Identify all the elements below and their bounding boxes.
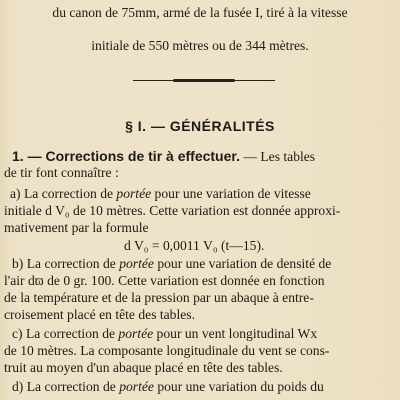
section-title: § I. — GÉNÉRALITÉS: [125, 118, 275, 134]
item-b-line3: de la température et de la pression par un abaque à entre-: [4, 290, 314, 305]
item-b-em: portée: [119, 256, 154, 271]
item-c-line3: truit au moyen d'un abaque placé en tête des tables.: [4, 360, 283, 375]
text-line-top1: du canon de 75mm, armé de la fusée I, tiré à la vitesse: [52, 5, 348, 20]
text-line-top2: initiale de 550 mètres ou de 344 mètres.: [91, 38, 309, 53]
item-a-line3: mativement par la formule: [4, 220, 149, 235]
item-b-line2: l'air dϖ de 0 gr. 100. Cette variation est donnée en fonction: [4, 273, 325, 288]
item-b-pre: b) La correction de: [12, 256, 120, 271]
item-b-line1: [12, 256, 331, 272]
item-a-line2: initiale d V₀ de 10 mètres. Cette variation est donnée approxi-: [4, 203, 341, 218]
item-a-post: pour une variation de vitesse: [151, 186, 311, 201]
paragraph-heading: 1. — Corrections de tir à effectuer.: [12, 148, 240, 164]
item-d-post: pour une variation du poids du: [153, 379, 324, 394]
text-line-l2: de tir font connaître :: [4, 165, 119, 180]
paragraph-heading-rest: — Les tables: [239, 149, 316, 164]
item-c-pre: c) La correction de: [12, 326, 119, 341]
item-c-line1: [12, 326, 317, 342]
item-c-em: portée: [118, 326, 154, 341]
item-a-pre: a) La correction de: [10, 186, 117, 201]
formula: d V₀ = 0,0011 V₀ (t—15).: [124, 238, 265, 253]
item-d-em: portée: [119, 379, 154, 394]
paragraph-heading-line: [12, 148, 315, 165]
rule-thick: [173, 79, 235, 82]
item-b-line4: croisement placé en tête des tables.: [4, 307, 195, 322]
item-a-em: portée: [116, 186, 152, 201]
item-d-pre: d) La correction de: [12, 379, 120, 394]
item-a-line1: [10, 186, 311, 202]
item-d-line1: [12, 379, 324, 395]
item-c-line2: de 10 mètres. La composante longitudinale du vent se cons-: [4, 343, 330, 358]
item-b-post: pour une variation de densité de: [153, 256, 332, 271]
item-c-post: pour un vent longitudinal Wx: [153, 326, 318, 341]
ornamental-rule: [133, 79, 275, 82]
